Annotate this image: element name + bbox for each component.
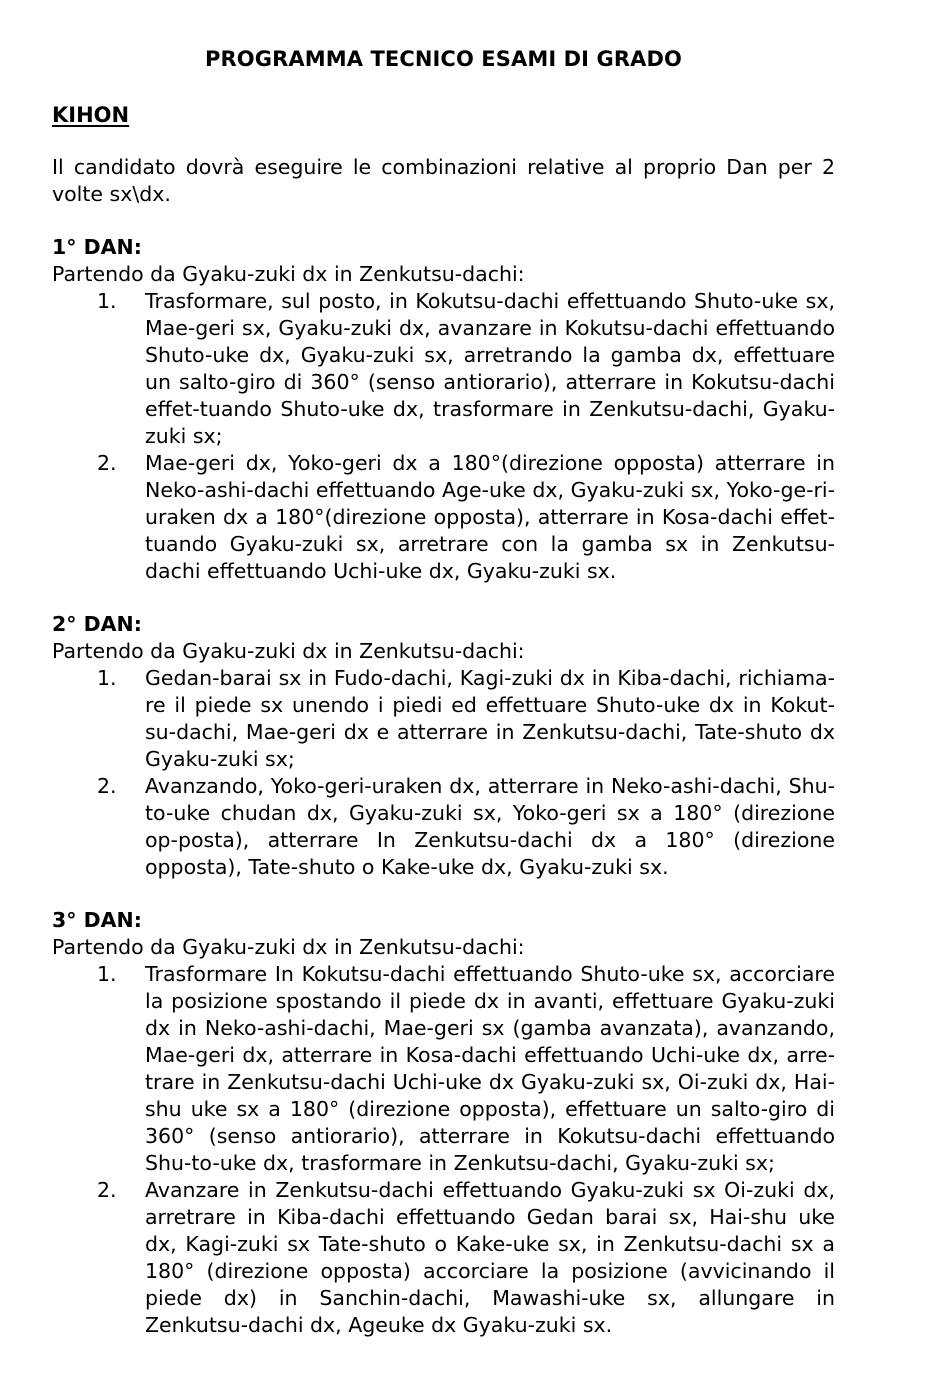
combination-item bbox=[52, 288, 835, 450]
combination-item bbox=[52, 665, 835, 773]
dan-section-3 bbox=[52, 907, 835, 1339]
document-title: PROGRAMMA TECNICO ESAMI DI GRADO bbox=[205, 47, 682, 71]
section-title-kihon: KIHON bbox=[52, 103, 130, 127]
item-number: 2. bbox=[97, 1178, 117, 1202]
combination-item bbox=[52, 961, 835, 1177]
dan-section-1 bbox=[52, 234, 835, 585]
item-number: 1. bbox=[97, 289, 117, 313]
combination-item bbox=[52, 450, 835, 585]
dan-heading: 1° DAN: bbox=[52, 235, 142, 259]
dan-start-position: Partendo da Gyaku-zuki dx in Zenkutsu-dachi: bbox=[52, 262, 525, 286]
combination-list bbox=[52, 665, 835, 881]
dan-section-2 bbox=[52, 611, 835, 881]
combination-item bbox=[52, 1177, 835, 1339]
dan-start-position: Partendo da Gyaku-zuki dx in Zenkutsu-dachi: bbox=[52, 935, 525, 959]
item-text: Trasformare In Kokutsu-dachi effettuando Shuto-uke sx, accorciare la posizione spostando il piede dx in avanti, effettuare Gyaku-zuki dx in Neko-ashi-dachi, Mae-geri sx (gamba avanzata), avanzando, Mae-geri dx, atterrare in Kosa-dachi effettuando Uchi-uke dx, arre-trare in Zenkutsu-dachi Uchi-uke dx Gyaku-zuki sx, Oi-zuki dx, Hai-shu uke sx a 180° (direzione opposta), effettuare un salto-giro di 360° (senso antiorario), atterrare in Kokutsu-dachi effettuando Shu-to-uke dx, trasformare in Zenkutsu-dachi, Gyaku-zuki sx; bbox=[145, 962, 835, 1175]
intro-paragraph: Il candidato dovrà eseguire le combinazioni relative al proprio Dan per 2 volte sx\dx. bbox=[52, 155, 835, 206]
combination-list bbox=[52, 961, 835, 1339]
item-number: 1. bbox=[97, 962, 117, 986]
dan-heading: 2° DAN: bbox=[52, 612, 142, 636]
item-text: Avanzare in Zenkutsu-dachi effettuando Gyaku-zuki sx Oi-zuki dx, arretrare in Kiba-dachi effettuando Gedan barai sx, Hai-shu uke dx, Kagi-zuki sx Tate-shuto o Kake-uke sx, in Zenkutsu-dachi sx a 180° (direzione opposta) accorciare la posizione (avvicinando il piede dx) in Sanchin-dachi, Mawashi-uke sx, allungare in Zenkutsu-dachi dx, Ageuke dx Gyaku-zuki sx. bbox=[145, 1178, 835, 1337]
dan-start-position: Partendo da Gyaku-zuki dx in Zenkutsu-dachi: bbox=[52, 639, 525, 663]
item-text: Trasformare, sul posto, in Kokutsu-dachi effettuando Shuto-uke sx, Mae-geri sx, Gyaku-zuki dx, avanzare in Kokutsu-dachi effettuando Shuto-uke dx, Gyaku-zuki sx, arretrando la gamba dx, effettuare un salto-giro di 360° (senso antiorario), atterrare in Kokutsu-dachi effet-tuando Shuto-uke dx, trasformare in Zenkutsu-dachi, Gyaku-zuki sx; bbox=[145, 289, 835, 448]
dan-heading: 3° DAN: bbox=[52, 908, 142, 932]
item-text: Gedan-barai sx in Fudo-dachi, Kagi-zuki dx in Kiba-dachi, richiama-re il piede sx unendo i piedi ed effettuare Shuto-uke dx in Kokut-su-dachi, Mae-geri dx e atterrare in Zenkutsu-dachi, Tate-shuto dx Gyaku-zuki sx; bbox=[145, 666, 835, 771]
item-text: Avanzando, Yoko-geri-uraken dx, atterrare in Neko-ashi-dachi, Shu-to-uke chudan dx, Gyaku-zuki sx, Yoko-geri sx a 180° (direzione op-posta), atterrare In Zenkutsu-dachi dx a 180° (direzione opposta), Tate-shuto o Kake-uke dx, Gyaku-zuki sx. bbox=[145, 774, 835, 879]
document-page bbox=[52, 44, 835, 1365]
item-number: 2. bbox=[97, 451, 117, 475]
item-number: 1. bbox=[97, 666, 117, 690]
item-number: 2. bbox=[97, 774, 117, 798]
combination-list bbox=[52, 288, 835, 585]
combination-item bbox=[52, 773, 835, 881]
item-text: Mae-geri dx, Yoko-geri dx a 180°(direzione opposta) atterrare in Neko-ashi-dachi effettuando Age-uke dx, Gyaku-zuki sx, Yoko-ge-ri-uraken dx a 180°(direzione opposta), atterrare in Kosa-dachi effet-tuando Gyaku-zuki sx, arretrare con la gamba sx in Zenkutsu-dachi effettuando Uchi-uke dx, Gyaku-zuki sx. bbox=[145, 451, 835, 583]
